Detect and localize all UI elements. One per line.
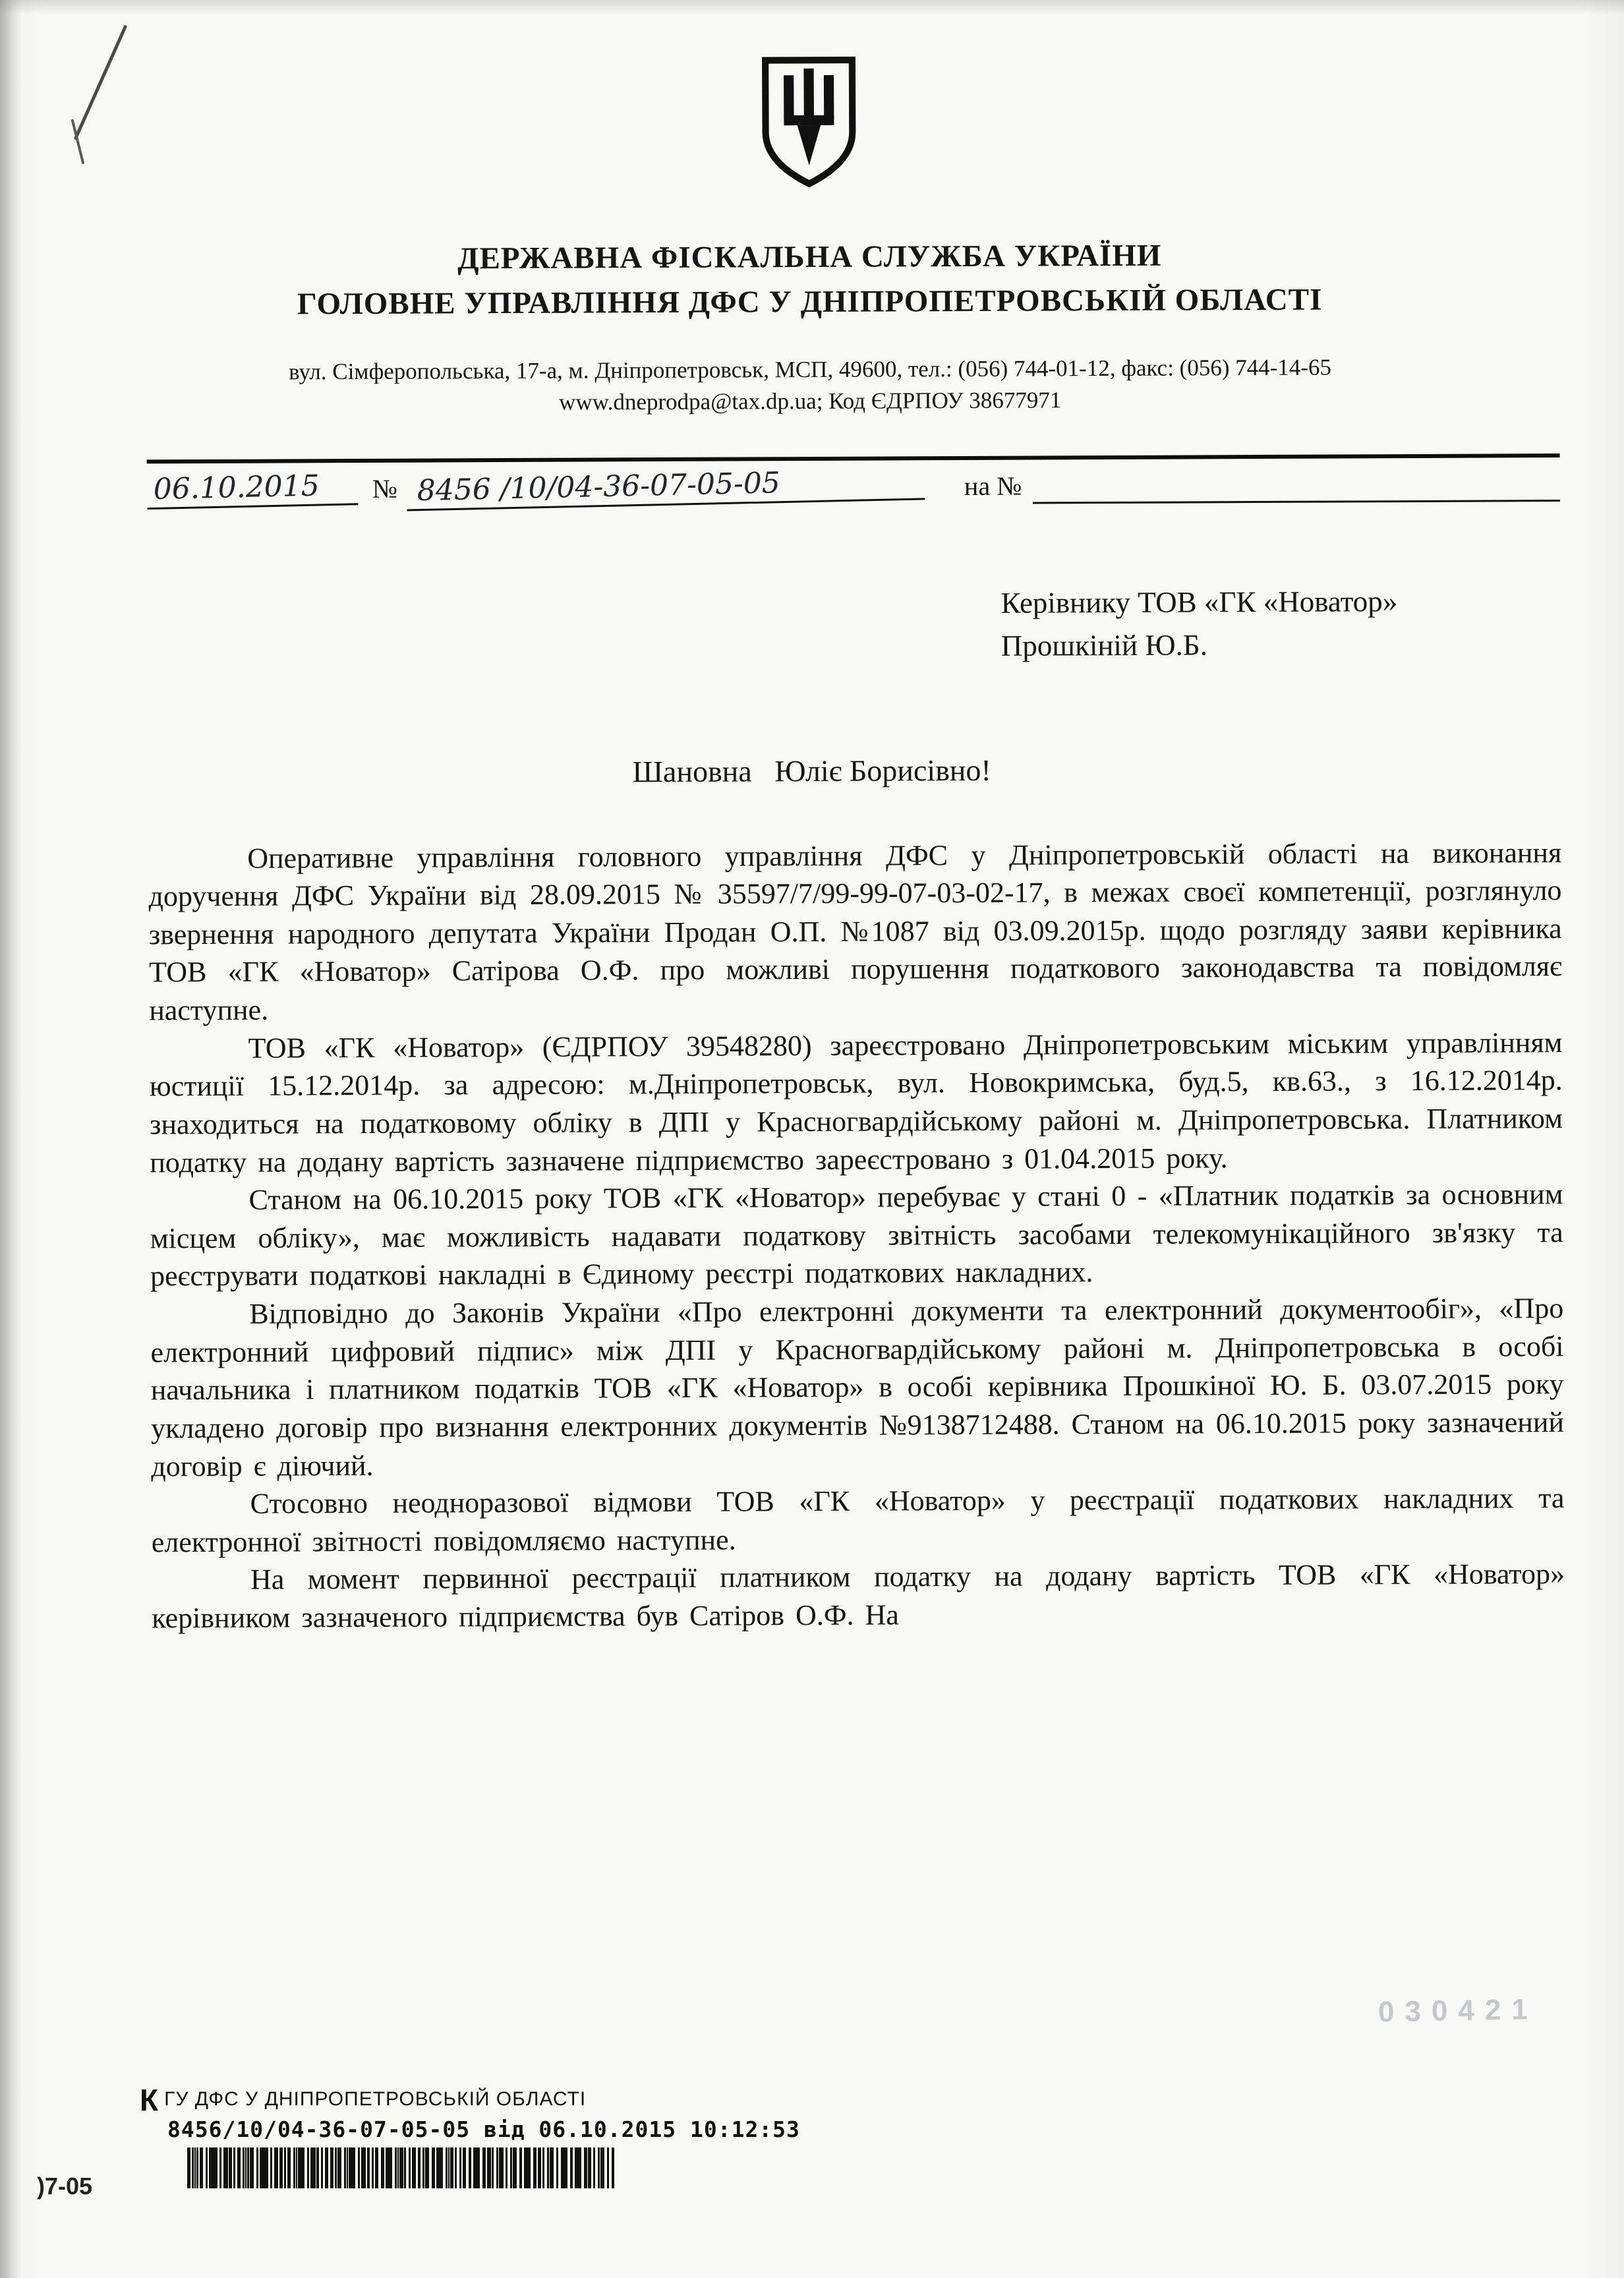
org-name-line2: ГОЛОВНЕ УПРАВЛІННЯ ДФС У ДНІПРОПЕТРОВСЬКІЙ ОБЛАСТІ	[297, 282, 1323, 322]
body-paragraph: Оперативне управління головного управління ДФС у Дніпропетровській області на виконання доручення ДФС України від 28.09.2015 № 35597/7/99-99-07-03-02-17, в межах своєї компетенції, розглянуло звернення народного депутата України Продан О.П. №1087 від 03.09.2015р. щодо розгляду заяви керівника ТОВ «ГК «Новатор» Сатірова О.Ф. про можливі порушення податкового законодавства та повідомляє наступне.	[148, 836, 1563, 1027]
org-name-line1: ДЕРЖАВНА ФІСКАЛЬНА СЛУЖБА УКРАЇНИ	[457, 238, 1162, 276]
body-paragraph: ТОВ «ГК «Новатор» (ЄДРПОУ 39548280) зареєстровано Дніпропетровським міським управлінням юстиції 15.12.2014р. за адресою: м.Дніпропетровськ, вул. Новокримська, буд.5, кв.63., з 16.12.2014р. знаходиться на податковому обліку в ДПІ у Красногвардійському районі м. Дніпропетровська. Платником податку на додану вартість зазначене підприємство зареєстровано з 01.04.2015 року.	[149, 1026, 1563, 1179]
letter-number-handwritten: 8456 /10/04-36-07-05-05	[406, 463, 925, 511]
body-paragraph: На момент первинної реєстрації платником податку на додану вартість ТОВ «ГК «Новатор» керівником зазначеного підприємства був Сатіров О.Ф. На	[152, 1558, 1565, 1635]
recipient-block	[1000, 579, 1561, 668]
org-contacts: www.dneprodpa@tax.dp.ua; Код ЄДРПОУ 38677971	[559, 387, 1062, 415]
reference-row	[147, 464, 1560, 508]
barcode-icon	[187, 2147, 614, 2188]
stamp-office-line	[140, 2083, 800, 2117]
stamp-prefix: К	[140, 2083, 160, 2117]
recipient-name: Прошкіній Ю.Б.	[1000, 628, 1208, 662]
salutation: Шановна Юліє Борисівно!	[632, 753, 991, 788]
stamp-office-name: ГУ ДФС У ДНІПРОПЕТРОВСЬКІЙ ОБЛАСТІ	[164, 2088, 587, 2110]
faint-stamp-number: 030421	[1378, 1993, 1539, 2029]
body-paragraph: Стосовно неодноразової відмови ТОВ «ГК «Новатор» у реєстрації податкових накладних та електронної звітності повідомляємо наступне.	[151, 1482, 1565, 1559]
letterhead-emblem	[0, 0, 1621, 199]
reply-number-blank	[1032, 464, 1560, 504]
corner-code: )7-05	[37, 2173, 93, 2200]
reference-block	[147, 453, 1560, 508]
letter-date-handwritten: 06.10.2015	[146, 468, 358, 510]
reply-to-label: на №	[964, 471, 1022, 501]
number-label: №	[372, 473, 398, 504]
letter-body	[148, 834, 1565, 1637]
stamp-registration-number: 8456/10/04-36-07-05-05 від 06.10.2015 10:12:53	[167, 2116, 800, 2142]
body-paragraph: Станом на 06.10.2015 року ТОВ «ГК «Новатор» перебуває у стані 0 - «Платник податків за основним місцем обліку», має можливість надавати податкову звітність засобами телекомунікаційного зв'язку та реєструвати податкові накладні в Єдиному реєстрі податкових накладних.	[150, 1178, 1563, 1293]
registration-stamp	[140, 2083, 800, 2188]
org-address: вул. Сімферопольська, 17-а, м. Дніпропетровськ, МСП, 49600, тел.: (056) 744-01-12, факс: (056) 744-14-65	[288, 354, 1332, 385]
recipient-title: Керівнику ТОВ «ГК «Новатор»	[1000, 585, 1398, 620]
ukraine-trident-emblem-icon	[759, 51, 859, 196]
divider-rule	[147, 453, 1560, 463]
body-paragraph: Відповідно до Законів України «Про електронні документи та електронний документообіг», «Про електронний цифровий підпис» між ДПІ у Красногвардійському районі м. Дніпропетровська в особі начальника і платником податків ТОВ «ГК «Новатор» в особі керівника Прошкіної Ю. Б. 03.07.2015 року укладено договір про визнання електронних документів №9138712488. Станом на 06.10.2015 року зазначений договір є діючий.	[150, 1292, 1565, 1482]
